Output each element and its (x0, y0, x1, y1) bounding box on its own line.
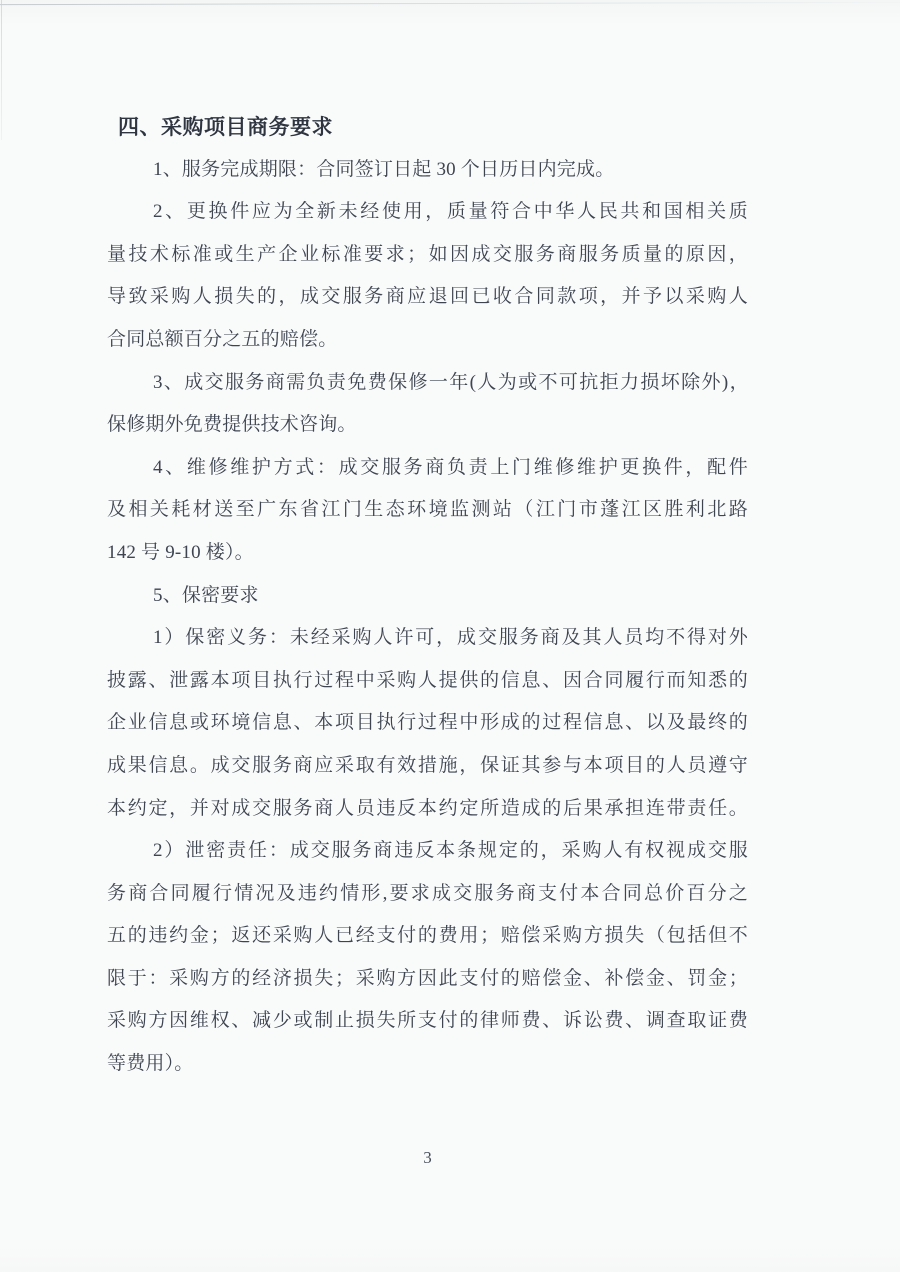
text-line: 企业信息或环境信息、本项目执行过程中形成的过程信息、以及最终的 (107, 712, 748, 734)
text-line: 务商合同履行情况及违约情形,要求成交服务商支付本合同总价百分之 (107, 882, 748, 904)
text-line: 导致采购人损失的，成交服务商应退回已收合同款项，并予以采购人 (107, 286, 748, 308)
text-line: 成果信息。成交服务商应采取有效措施，保证其参与本项目的人员遵守 (107, 754, 748, 776)
text-line: 5、保密要求 (153, 584, 259, 606)
text-line: 合同总额百分之五的赔偿。 (107, 328, 338, 350)
text-line: 2）泄密责任：成交服务商违反本条规定的，采购人有权视成交服 (153, 840, 748, 862)
text-line: 及相关耗材送至广东省江门生态环境监测站（江门市蓬江区胜利北路 (107, 499, 748, 521)
text-line: 量技术标准或生产企业标准要求；如因成交服务商服务质量的原因， (107, 243, 748, 265)
text-line: 五的违约金；返还采购人已经支付的费用；赔偿采购方损失（包括但不 (107, 925, 748, 947)
text-line: 等费用）。 (107, 1053, 194, 1075)
scan-artifact-top-line (0, 2, 900, 5)
text-line: 披露、泄露本项目执行过程中采购人提供的信息、因合同履行而知悉的 (107, 669, 748, 691)
text-line: 2、更换件应为全新未经使用，质量符合中华人民共和国相关质 (153, 201, 748, 223)
text-line: 保修期外免费提供技术咨询。 (107, 414, 357, 436)
text-line: 142 号 9-10 楼）。 (107, 541, 254, 563)
text-line: 1）保密义务：未经采购人许可，成交服务商及其人员均不得对外 (153, 627, 748, 649)
page-number: 3 (423, 1148, 432, 1167)
text-line: 采购方因维权、减少或制止损失所支付的律师费、诉讼费、调查取证费 (107, 1010, 748, 1032)
text-line: 4、维修维护方式：成交服务商负责上门维修维护更换件，配件 (153, 456, 748, 478)
text-line: 本约定，并对成交服务商人员违反本约定所造成的后果承担连带责任。 (107, 797, 748, 819)
section-heading: 四、采购项目商务要求 (118, 115, 333, 139)
scan-artifact-left-edge (1, 0, 2, 140)
text-line: 限于：采购方的经济损失；采购方因此支付的赔偿金、补偿金、罚金； (107, 967, 748, 989)
text-line: 3、成交服务商需负责免费保修一年(人为或不可抗拒力损坏除外)， (153, 371, 748, 393)
body-text (107, 106, 748, 1086)
text-line: 1、服务完成期限：合同签订日起 30 个日历日内完成。 (153, 158, 615, 180)
